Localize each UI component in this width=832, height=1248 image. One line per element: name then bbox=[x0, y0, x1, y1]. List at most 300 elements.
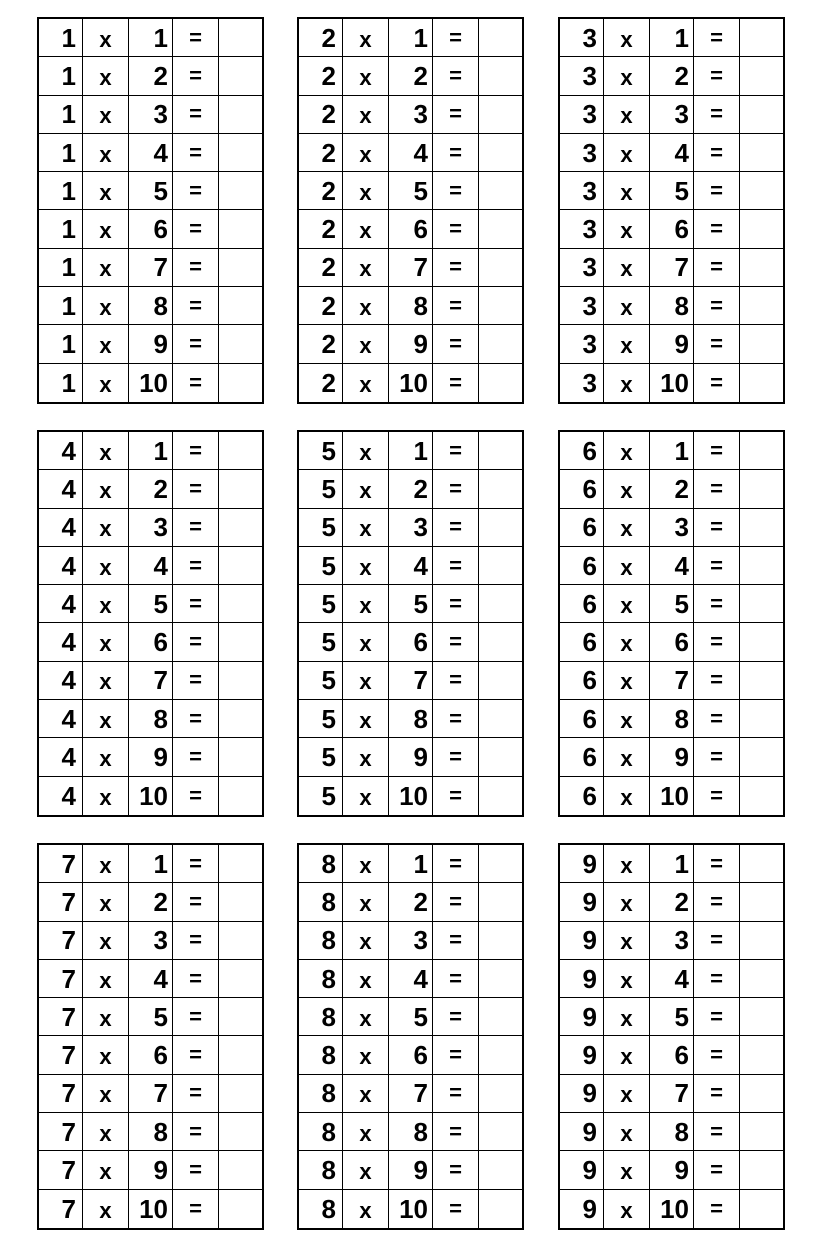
times-sign-cell: x bbox=[604, 700, 650, 737]
times-sign-cell: x bbox=[343, 883, 389, 920]
times-sign-cell: x bbox=[83, 662, 129, 699]
table-row bbox=[39, 432, 262, 470]
equals-sign-cell: = bbox=[173, 547, 219, 584]
table-row bbox=[560, 325, 783, 363]
answer-box[interactable] bbox=[219, 623, 262, 660]
table-row bbox=[299, 1151, 522, 1189]
equals-sign-cell: = bbox=[433, 470, 479, 507]
multiplier-cell: 1 bbox=[389, 19, 433, 56]
multiplier-cell: 1 bbox=[650, 845, 694, 882]
equals-sign-cell: = bbox=[433, 134, 479, 171]
factor-cell: 7 bbox=[39, 998, 83, 1035]
answer-box[interactable] bbox=[219, 998, 262, 1035]
table-row bbox=[299, 623, 522, 661]
factor-cell: 7 bbox=[39, 1113, 83, 1150]
times-sign-cell: x bbox=[604, 960, 650, 997]
factor-cell: 2 bbox=[299, 287, 343, 324]
multiplier-cell: 4 bbox=[389, 547, 433, 584]
answer-box[interactable] bbox=[219, 287, 262, 324]
table-row bbox=[560, 1190, 783, 1228]
table-row bbox=[299, 1036, 522, 1074]
equals-sign-cell: = bbox=[173, 1113, 219, 1150]
equals-sign-cell: = bbox=[433, 777, 479, 815]
answer-box[interactable] bbox=[219, 883, 262, 920]
answer-box[interactable] bbox=[219, 662, 262, 699]
answer-box[interactable] bbox=[740, 432, 783, 469]
answer-box[interactable] bbox=[479, 57, 522, 94]
equals-sign-cell: = bbox=[173, 172, 219, 209]
answer-box[interactable] bbox=[479, 325, 522, 362]
times-sign-cell: x bbox=[343, 134, 389, 171]
answer-box[interactable] bbox=[219, 172, 262, 209]
table-row bbox=[39, 623, 262, 661]
equals-sign-cell: = bbox=[433, 623, 479, 660]
equals-sign-cell: = bbox=[694, 547, 740, 584]
table-row bbox=[560, 172, 783, 210]
answer-box[interactable] bbox=[740, 210, 783, 247]
answer-box[interactable] bbox=[479, 623, 522, 660]
multiplier-cell: 3 bbox=[129, 96, 173, 133]
factor-cell: 6 bbox=[560, 700, 604, 737]
answer-box[interactable] bbox=[479, 738, 522, 775]
table-row bbox=[39, 998, 262, 1036]
answer-box[interactable] bbox=[219, 585, 262, 622]
answer-box[interactable] bbox=[740, 777, 783, 815]
equals-sign-cell: = bbox=[694, 883, 740, 920]
multiplier-cell: 5 bbox=[650, 172, 694, 209]
multiplier-cell: 10 bbox=[650, 777, 694, 815]
table-row bbox=[560, 432, 783, 470]
answer-box[interactable] bbox=[740, 738, 783, 775]
equals-sign-cell: = bbox=[694, 470, 740, 507]
times-sign-cell: x bbox=[604, 1113, 650, 1150]
factor-cell: 5 bbox=[299, 738, 343, 775]
times-sign-cell: x bbox=[83, 1075, 129, 1112]
answer-box[interactable] bbox=[740, 1113, 783, 1150]
multiplier-cell: 3 bbox=[389, 509, 433, 546]
answer-box[interactable] bbox=[740, 364, 783, 402]
times-table-1 bbox=[37, 17, 264, 404]
table-row bbox=[299, 287, 522, 325]
answer-box[interactable] bbox=[479, 210, 522, 247]
equals-sign-cell: = bbox=[173, 57, 219, 94]
answer-box[interactable] bbox=[479, 585, 522, 622]
table-row bbox=[299, 845, 522, 883]
answer-box[interactable] bbox=[740, 1190, 783, 1228]
times-sign-cell: x bbox=[83, 364, 129, 402]
table-row bbox=[560, 585, 783, 623]
times-table-4 bbox=[37, 430, 264, 817]
multiplier-cell: 9 bbox=[389, 738, 433, 775]
factor-cell: 9 bbox=[560, 922, 604, 959]
times-sign-cell: x bbox=[83, 96, 129, 133]
equals-sign-cell: = bbox=[173, 1190, 219, 1228]
answer-box[interactable] bbox=[740, 325, 783, 362]
factor-cell: 4 bbox=[39, 623, 83, 660]
answer-box[interactable] bbox=[219, 845, 262, 882]
multiplier-cell: 5 bbox=[389, 998, 433, 1035]
answer-box[interactable] bbox=[479, 470, 522, 507]
times-sign-cell: x bbox=[83, 19, 129, 56]
answer-box[interactable] bbox=[219, 249, 262, 286]
equals-sign-cell: = bbox=[694, 364, 740, 402]
table-row bbox=[39, 134, 262, 172]
equals-sign-cell: = bbox=[173, 1075, 219, 1112]
factor-cell: 5 bbox=[299, 585, 343, 622]
times-sign-cell: x bbox=[604, 777, 650, 815]
times-sign-cell: x bbox=[604, 998, 650, 1035]
times-sign-cell: x bbox=[83, 249, 129, 286]
equals-sign-cell: = bbox=[694, 585, 740, 622]
equals-sign-cell: = bbox=[173, 210, 219, 247]
answer-box[interactable] bbox=[219, 210, 262, 247]
equals-sign-cell: = bbox=[694, 738, 740, 775]
table-row bbox=[39, 96, 262, 134]
times-sign-cell: x bbox=[343, 96, 389, 133]
answer-box[interactable] bbox=[740, 623, 783, 660]
factor-cell: 1 bbox=[39, 249, 83, 286]
table-row bbox=[39, 1151, 262, 1189]
answer-box[interactable] bbox=[219, 19, 262, 56]
times-sign-cell: x bbox=[83, 287, 129, 324]
times-sign-cell: x bbox=[343, 547, 389, 584]
answer-box[interactable] bbox=[219, 1113, 262, 1150]
equals-sign-cell: = bbox=[694, 509, 740, 546]
answer-box[interactable] bbox=[479, 777, 522, 815]
equals-sign-cell: = bbox=[694, 700, 740, 737]
factor-cell: 7 bbox=[39, 1190, 83, 1228]
answer-box[interactable] bbox=[219, 960, 262, 997]
answer-box[interactable] bbox=[740, 57, 783, 94]
answer-box[interactable] bbox=[740, 287, 783, 324]
times-sign-cell: x bbox=[604, 325, 650, 362]
answer-box[interactable] bbox=[479, 249, 522, 286]
answer-box[interactable] bbox=[479, 998, 522, 1035]
table-row bbox=[299, 432, 522, 470]
times-sign-cell: x bbox=[83, 134, 129, 171]
table-row bbox=[560, 662, 783, 700]
times-sign-cell: x bbox=[343, 19, 389, 56]
factor-cell: 4 bbox=[39, 662, 83, 699]
equals-sign-cell: = bbox=[173, 883, 219, 920]
equals-sign-cell: = bbox=[433, 432, 479, 469]
times-sign-cell: x bbox=[604, 96, 650, 133]
factor-cell: 6 bbox=[560, 432, 604, 469]
answer-box[interactable] bbox=[740, 509, 783, 546]
answer-box[interactable] bbox=[479, 509, 522, 546]
multiplier-cell: 9 bbox=[129, 1151, 173, 1188]
times-sign-cell: x bbox=[343, 1190, 389, 1228]
table-row bbox=[560, 623, 783, 661]
answer-box[interactable] bbox=[479, 1190, 522, 1228]
equals-sign-cell: = bbox=[433, 883, 479, 920]
answer-box[interactable] bbox=[479, 96, 522, 133]
equals-sign-cell: = bbox=[433, 845, 479, 882]
multiplier-cell: 3 bbox=[650, 922, 694, 959]
answer-box[interactable] bbox=[219, 1036, 262, 1073]
table-row bbox=[299, 700, 522, 738]
times-sign-cell: x bbox=[343, 57, 389, 94]
times-sign-cell: x bbox=[604, 845, 650, 882]
factor-cell: 5 bbox=[299, 700, 343, 737]
times-sign-cell: x bbox=[343, 249, 389, 286]
multiplier-cell: 3 bbox=[129, 922, 173, 959]
equals-sign-cell: = bbox=[694, 210, 740, 247]
multiplier-cell: 1 bbox=[650, 432, 694, 469]
answer-box[interactable] bbox=[219, 364, 262, 402]
factor-cell: 7 bbox=[39, 1151, 83, 1188]
equals-sign-cell: = bbox=[173, 998, 219, 1035]
table-row bbox=[299, 96, 522, 134]
multiplier-cell: 1 bbox=[389, 845, 433, 882]
answer-box[interactable] bbox=[479, 960, 522, 997]
equals-sign-cell: = bbox=[173, 1151, 219, 1188]
times-sign-cell: x bbox=[604, 249, 650, 286]
answer-box[interactable] bbox=[479, 364, 522, 402]
equals-sign-cell: = bbox=[173, 585, 219, 622]
table-row bbox=[560, 700, 783, 738]
answer-box[interactable] bbox=[219, 738, 262, 775]
times-table-9 bbox=[558, 843, 785, 1230]
times-sign-cell: x bbox=[604, 57, 650, 94]
table-row bbox=[39, 249, 262, 287]
answer-box[interactable] bbox=[479, 432, 522, 469]
factor-cell: 6 bbox=[560, 547, 604, 584]
times-sign-cell: x bbox=[343, 922, 389, 959]
equals-sign-cell: = bbox=[173, 662, 219, 699]
table-row bbox=[560, 134, 783, 172]
answer-box[interactable] bbox=[219, 325, 262, 362]
answer-box[interactable] bbox=[740, 470, 783, 507]
factor-cell: 1 bbox=[39, 325, 83, 362]
equals-sign-cell: = bbox=[694, 134, 740, 171]
multiplier-cell: 10 bbox=[389, 1190, 433, 1228]
table-row bbox=[560, 845, 783, 883]
times-sign-cell: x bbox=[83, 210, 129, 247]
equals-sign-cell: = bbox=[433, 1190, 479, 1228]
equals-sign-cell: = bbox=[433, 172, 479, 209]
answer-box[interactable] bbox=[219, 1075, 262, 1112]
table-row bbox=[560, 470, 783, 508]
factor-cell: 8 bbox=[299, 922, 343, 959]
times-sign-cell: x bbox=[83, 883, 129, 920]
table-row bbox=[560, 777, 783, 815]
answer-box[interactable] bbox=[740, 960, 783, 997]
factor-cell: 8 bbox=[299, 845, 343, 882]
times-sign-cell: x bbox=[604, 585, 650, 622]
multiplier-cell: 7 bbox=[129, 249, 173, 286]
multiplier-cell: 4 bbox=[129, 134, 173, 171]
multiplier-cell: 6 bbox=[650, 623, 694, 660]
times-sign-cell: x bbox=[604, 1190, 650, 1228]
factor-cell: 3 bbox=[560, 57, 604, 94]
answer-box[interactable] bbox=[740, 249, 783, 286]
answer-box[interactable] bbox=[740, 700, 783, 737]
table-row bbox=[560, 509, 783, 547]
table-row bbox=[39, 700, 262, 738]
answer-box[interactable] bbox=[219, 777, 262, 815]
factor-cell: 1 bbox=[39, 364, 83, 402]
multiplier-cell: 8 bbox=[129, 287, 173, 324]
answer-box[interactable] bbox=[219, 1190, 262, 1228]
factor-cell: 2 bbox=[299, 325, 343, 362]
times-sign-cell: x bbox=[83, 922, 129, 959]
answer-box[interactable] bbox=[479, 922, 522, 959]
factor-cell: 2 bbox=[299, 210, 343, 247]
answer-box[interactable] bbox=[479, 287, 522, 324]
equals-sign-cell: = bbox=[173, 249, 219, 286]
table-row bbox=[39, 470, 262, 508]
multiplier-cell: 4 bbox=[129, 960, 173, 997]
answer-box[interactable] bbox=[479, 172, 522, 209]
multiplier-cell: 4 bbox=[650, 134, 694, 171]
equals-sign-cell: = bbox=[433, 700, 479, 737]
answer-box[interactable] bbox=[479, 547, 522, 584]
factor-cell: 7 bbox=[39, 1075, 83, 1112]
equals-sign-cell: = bbox=[433, 1075, 479, 1112]
multiplier-cell: 9 bbox=[650, 738, 694, 775]
answer-box[interactable] bbox=[740, 585, 783, 622]
factor-cell: 4 bbox=[39, 470, 83, 507]
multiplier-cell: 7 bbox=[129, 1075, 173, 1112]
answer-box[interactable] bbox=[479, 1075, 522, 1112]
multiplier-cell: 4 bbox=[389, 960, 433, 997]
equals-sign-cell: = bbox=[173, 845, 219, 882]
table-row bbox=[299, 585, 522, 623]
multiplier-cell: 2 bbox=[650, 883, 694, 920]
answer-box[interactable] bbox=[740, 547, 783, 584]
table-row bbox=[560, 738, 783, 776]
times-sign-cell: x bbox=[604, 922, 650, 959]
factor-cell: 1 bbox=[39, 57, 83, 94]
times-sign-cell: x bbox=[604, 547, 650, 584]
table-row bbox=[39, 777, 262, 815]
times-sign-cell: x bbox=[83, 432, 129, 469]
answer-box[interactable] bbox=[740, 19, 783, 56]
table-row bbox=[299, 998, 522, 1036]
answer-box[interactable] bbox=[219, 700, 262, 737]
times-sign-cell: x bbox=[604, 470, 650, 507]
multiplier-cell: 8 bbox=[389, 287, 433, 324]
answer-box[interactable] bbox=[219, 470, 262, 507]
answer-box[interactable] bbox=[479, 1113, 522, 1150]
table-row bbox=[560, 922, 783, 960]
times-sign-cell: x bbox=[83, 325, 129, 362]
table-row bbox=[560, 547, 783, 585]
answer-box[interactable] bbox=[219, 57, 262, 94]
multiplier-cell: 10 bbox=[389, 777, 433, 815]
factor-cell: 8 bbox=[299, 1151, 343, 1188]
times-sign-cell: x bbox=[83, 777, 129, 815]
equals-sign-cell: = bbox=[173, 700, 219, 737]
factor-cell: 8 bbox=[299, 960, 343, 997]
multiplier-cell: 10 bbox=[650, 364, 694, 402]
times-table-5 bbox=[297, 430, 524, 817]
answer-box[interactable] bbox=[219, 432, 262, 469]
factor-cell: 7 bbox=[39, 845, 83, 882]
table-row bbox=[299, 57, 522, 95]
times-table-3 bbox=[558, 17, 785, 404]
equals-sign-cell: = bbox=[433, 922, 479, 959]
times-sign-cell: x bbox=[604, 738, 650, 775]
answer-box[interactable] bbox=[740, 845, 783, 882]
table-row bbox=[560, 1036, 783, 1074]
factor-cell: 1 bbox=[39, 19, 83, 56]
multiplier-cell: 1 bbox=[129, 845, 173, 882]
multiplier-cell: 8 bbox=[650, 287, 694, 324]
times-sign-cell: x bbox=[343, 470, 389, 507]
times-sign-cell: x bbox=[83, 1151, 129, 1188]
table-row bbox=[299, 19, 522, 57]
multiplier-cell: 8 bbox=[129, 1113, 173, 1150]
answer-box[interactable] bbox=[219, 134, 262, 171]
answer-box[interactable] bbox=[479, 1036, 522, 1073]
answer-box[interactable] bbox=[219, 1151, 262, 1188]
factor-cell: 1 bbox=[39, 96, 83, 133]
times-sign-cell: x bbox=[343, 210, 389, 247]
answer-box[interactable] bbox=[479, 19, 522, 56]
answer-box[interactable] bbox=[219, 547, 262, 584]
times-sign-cell: x bbox=[604, 1036, 650, 1073]
answer-box[interactable] bbox=[740, 134, 783, 171]
answer-box[interactable] bbox=[479, 883, 522, 920]
multiplier-cell: 3 bbox=[650, 96, 694, 133]
equals-sign-cell: = bbox=[433, 738, 479, 775]
answer-box[interactable] bbox=[740, 1151, 783, 1188]
times-sign-cell: x bbox=[604, 509, 650, 546]
factor-cell: 9 bbox=[560, 998, 604, 1035]
answer-box[interactable] bbox=[740, 96, 783, 133]
equals-sign-cell: = bbox=[694, 57, 740, 94]
equals-sign-cell: = bbox=[433, 509, 479, 546]
answer-box[interactable] bbox=[479, 134, 522, 171]
table-row bbox=[39, 172, 262, 210]
factor-cell: 9 bbox=[560, 1113, 604, 1150]
answer-box[interactable] bbox=[740, 172, 783, 209]
factor-cell: 8 bbox=[299, 1113, 343, 1150]
equals-sign-cell: = bbox=[433, 1113, 479, 1150]
factor-cell: 9 bbox=[560, 960, 604, 997]
factor-cell: 4 bbox=[39, 738, 83, 775]
answer-box[interactable] bbox=[479, 700, 522, 737]
answer-box[interactable] bbox=[479, 662, 522, 699]
answer-box[interactable] bbox=[740, 883, 783, 920]
factor-cell: 4 bbox=[39, 777, 83, 815]
times-sign-cell: x bbox=[343, 1075, 389, 1112]
answer-box[interactable] bbox=[740, 1075, 783, 1112]
answer-box[interactable] bbox=[740, 922, 783, 959]
answer-box[interactable] bbox=[740, 998, 783, 1035]
answer-box[interactable] bbox=[219, 922, 262, 959]
factor-cell: 9 bbox=[560, 1036, 604, 1073]
equals-sign-cell: = bbox=[694, 249, 740, 286]
equals-sign-cell: = bbox=[173, 432, 219, 469]
answer-box[interactable] bbox=[479, 845, 522, 882]
table-row bbox=[560, 364, 783, 402]
factor-cell: 9 bbox=[560, 1075, 604, 1112]
times-sign-cell: x bbox=[343, 998, 389, 1035]
answer-box[interactable] bbox=[219, 509, 262, 546]
equals-sign-cell: = bbox=[694, 96, 740, 133]
answer-box[interactable] bbox=[740, 1036, 783, 1073]
multiplier-cell: 4 bbox=[650, 547, 694, 584]
answer-box[interactable] bbox=[740, 662, 783, 699]
times-sign-cell: x bbox=[604, 210, 650, 247]
factor-cell: 8 bbox=[299, 1075, 343, 1112]
answer-box[interactable] bbox=[479, 1151, 522, 1188]
times-sign-cell: x bbox=[83, 960, 129, 997]
answer-box[interactable] bbox=[219, 96, 262, 133]
